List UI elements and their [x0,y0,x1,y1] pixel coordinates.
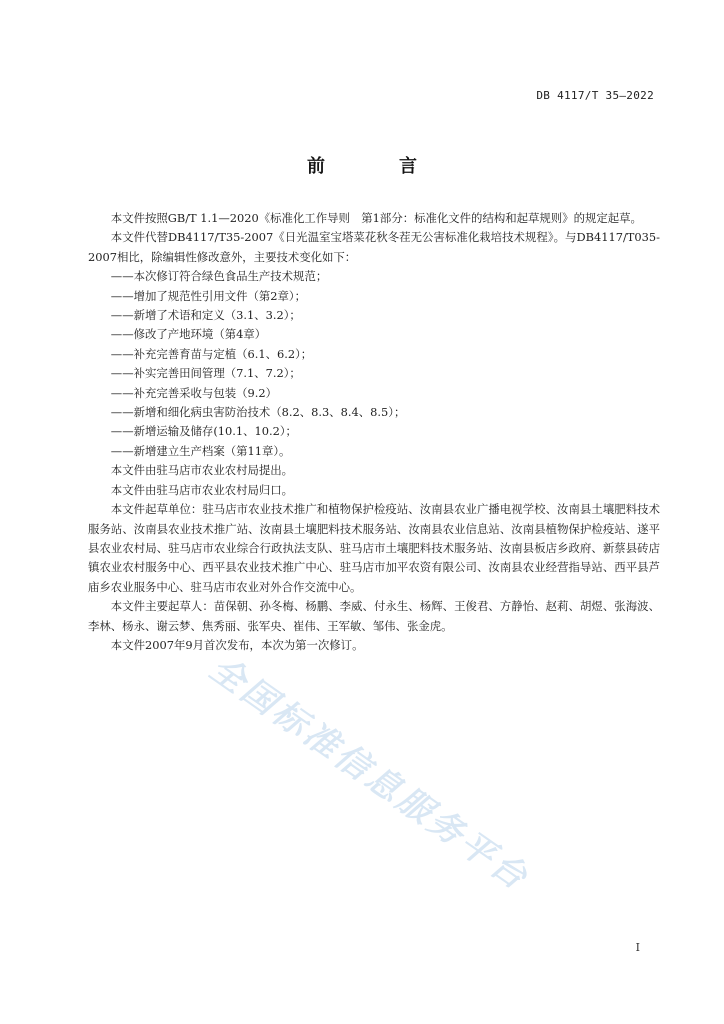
paragraph-managed-by: 本文件由驻马店市农业农村局归口。 [110,482,294,497]
paragraph-replaces: 本文件代替DB4117/T35-2007《日光温室宝塔菜花秋冬茬无公害标准化栽培技术规程》。与DB4117/T035-2007相比，除编辑性修改意外，主要技术变化如下： [88,230,660,264]
change-item: ——新增建立生产档案（第11章）。 [110,443,291,458]
paragraph-drafting-units: 本文件起草单位：驻马店市农业技术推广和植物保护检疫站、汝南县农业广播电视学校、汝南县土壤肥料技术服务站、汝南县农业技术推广站、汝南县土壤肥料技术服务站、汝南县农业信息站、汝南县植物保护检疫站、遂平县农业农村局、驻马店市农业综合行政执法支队、驻马店市土壤肥料技术服务站、汝南县板店乡政府、新蔡县砖店镇农业农村服务中心、西平县农业技术推广中心、驻马店市加平农资有限公司、汝南县农业经营指导站、西平县芦庙乡农业服务中心、驻马店市农业对外合作交流中心。 [88,502,660,594]
standard-code: DB 4117/T 35—2022 [536,89,654,102]
change-item: ——新增了术语和定义（3.1、3.2）； [110,308,301,323]
changes-list [88,267,660,461]
paragraph-drafting-rules: 本文件按照GB/T 1.1—2020《标准化工作导则 第1部分：标准化文件的结构和起草规则》的规定起草。 [110,211,642,225]
change-item: ——本次修订符合绿色食品生产技术规范； [110,269,328,284]
change-item: ——新增运输及储存(10.1、10.2）； [110,424,297,439]
page-title: 前 言 [307,156,445,177]
document-body [88,209,660,655]
paragraph-drafters: 本文件主要起草人：苗保朝、孙冬梅、杨鹏、李威、付永生、杨辉、王俊君、方静怡、赵莉、胡煜、张海波、李林、杨永、谢云梦、焦秀丽、张军央、崔伟、王军敏、邹伟、张金虎。 [88,599,660,633]
change-item: ——补实完善田间管理（7.1、7.2）； [110,366,301,381]
change-item: ——新增和细化病虫害防治技术（8.2、8.3、8.4、8.5）； [110,405,406,420]
page-number: I [635,941,640,954]
paragraph-proposed-by: 本文件由驻马店市农业农村局提出。 [110,463,294,478]
change-item: ——修改了产地环境（第4章） [110,327,267,342]
watermark: 全国标准信息服务平台 [202,648,537,900]
change-item: ——增加了规范性引用文件（第2章）； [110,288,306,303]
change-item: ——补充完善育苗与定植（6.1、6.2）； [110,346,313,361]
change-item: ——补充完善采收与包装（9.2） [110,385,277,400]
paragraph-history: 本文件2007年9月首次发布，本次为第一次修订。 [110,637,364,652]
